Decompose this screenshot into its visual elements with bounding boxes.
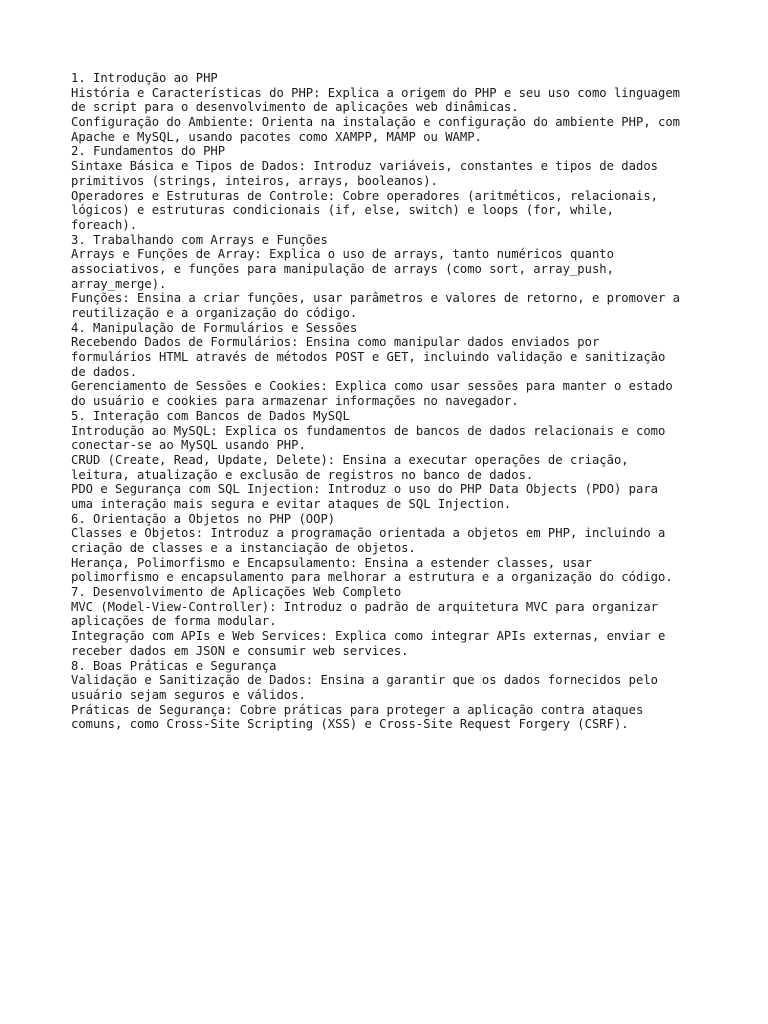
text-line: leitura, atualização e exclusão de registros no banco de dados. bbox=[71, 467, 534, 482]
text-line: História e Características do PHP: Explica a origem do PHP e seu uso como linguagem bbox=[71, 85, 681, 100]
section-heading-oop: 6. Orientação a Objetos no PHP (OOP) bbox=[71, 511, 336, 526]
text-line: Introdução ao MySQL: Explica os fundamentos de bancos de dados relacionais e como bbox=[71, 423, 666, 438]
text-line: Validação e Sanitização de Dados: Ensina a garantir que os dados fornecidos pelo bbox=[71, 673, 658, 688]
text-line: Práticas de Segurança: Cobre práticas para proteger a aplicação contra ataques bbox=[71, 702, 644, 717]
section-heading-boas-praticas: 8. Boas Práticas e Segurança bbox=[71, 658, 277, 673]
text-line: Apache e MySQL, usando pacotes como XAMPP, MAMP ou WAMP. bbox=[71, 129, 482, 144]
text-line: Configuração do Ambiente: Orienta na instalação e configuração do ambiente PHP, com bbox=[71, 115, 681, 130]
text-line: criação de classes e a instanciação de objetos. bbox=[71, 541, 416, 555]
text-line: Arrays e Funções de Array: Explica o uso de arrays, tanto numéricos quanto bbox=[71, 247, 614, 262]
text-line: uma interação mais segura e evitar ataques de SQL Injection. bbox=[71, 496, 512, 511]
text-line: Classes e Objetos: Introduz a programação orientada a objetos em PHP, incluindo a bbox=[71, 526, 666, 541]
section-heading-web-completo: 7. Desenvolvimento de Aplicações Web Completo bbox=[71, 585, 402, 600]
text-line: usuário sejam seguros e válidos. bbox=[71, 687, 306, 702]
text-line: foreach). bbox=[71, 217, 138, 232]
text-line: reutilização e a organização do código. bbox=[71, 306, 358, 320]
section-heading-intro-php: 1. Introdução ao PHP bbox=[71, 71, 218, 85]
text-line: comuns, como Cross-Site Scripting (XSS) e Cross-Site Request Forgery (CSRF). bbox=[71, 717, 629, 732]
text-line: de script para o desenvolvimento de aplicações web dinâmicas. bbox=[71, 100, 519, 115]
text-line: Funções: Ensina a criar funções, usar parâmetros e valores de retorno, e promover a bbox=[71, 291, 681, 306]
text-line: formulários HTML através de métodos POST e GET, incluindo validação e sanitização bbox=[71, 350, 666, 365]
text-line: CRUD (Create, Read, Update, Delete): Ensina a executar operações de criação, bbox=[71, 452, 629, 467]
text-line: lógicos) e estruturas condicionais (if, else, switch) e loops (for, while, bbox=[71, 203, 614, 218]
text-line: aplicações de forma modular. bbox=[71, 614, 277, 629]
text-line: Sintaxe Básica e Tipos de Dados: Introduz variáveis, constantes e tipos de dados bbox=[71, 159, 658, 174]
text-line: array_merge). bbox=[71, 276, 167, 291]
section-heading-formularios-sessoes: 4. Manipulação de Formulários e Sessões bbox=[71, 320, 358, 335]
text-line: receber dados em JSON e consumir web services. bbox=[71, 643, 409, 658]
text-line: polimorfismo e encapsulamento para melhorar a estrutura e a organização do código. bbox=[71, 570, 673, 585]
text-line: associativos, e funções para manipulação de arrays (como sort, array_push, bbox=[71, 261, 614, 276]
text-line: Integração com APIs e Web Services: Explica como integrar APIs externas, enviar e bbox=[71, 629, 666, 644]
text-line: Herança, Polimorfismo e Encapsulamento: Ensina a estender classes, usar bbox=[71, 555, 592, 570]
section-heading-arrays-funcoes: 3. Trabalhando com Arrays e Funções bbox=[71, 232, 328, 247]
document-page bbox=[71, 71, 711, 732]
text-line: de dados. bbox=[71, 364, 138, 379]
text-line: MVC (Model-View-Controller): Introduz o padrão de arquitetura MVC para organizar bbox=[71, 599, 658, 614]
text-line: Recebendo Dados de Formulários: Ensina como manipular dados enviados por bbox=[71, 335, 600, 350]
text-line: Operadores e Estruturas de Controle: Cobre operadores (aritméticos, relacionais, bbox=[71, 188, 658, 203]
text-line: Gerenciamento de Sessões e Cookies: Explica como usar sessões para manter o estado bbox=[71, 379, 673, 394]
text-line: do usuário e cookies para armazenar informações no navegador. bbox=[71, 394, 519, 409]
text-line: conectar-se ao MySQL usando PHP. bbox=[71, 438, 306, 453]
section-heading-mysql: 5. Interação com Bancos de Dados MySQL bbox=[71, 408, 350, 423]
section-heading-fundamentos: 2. Fundamentos do PHP bbox=[71, 144, 226, 159]
text-line: PDO e Segurança com SQL Injection: Introduz o uso do PHP Data Objects (PDO) para bbox=[71, 482, 658, 497]
text-line: primitivos (strings, inteiros, arrays, booleanos). bbox=[71, 173, 438, 188]
